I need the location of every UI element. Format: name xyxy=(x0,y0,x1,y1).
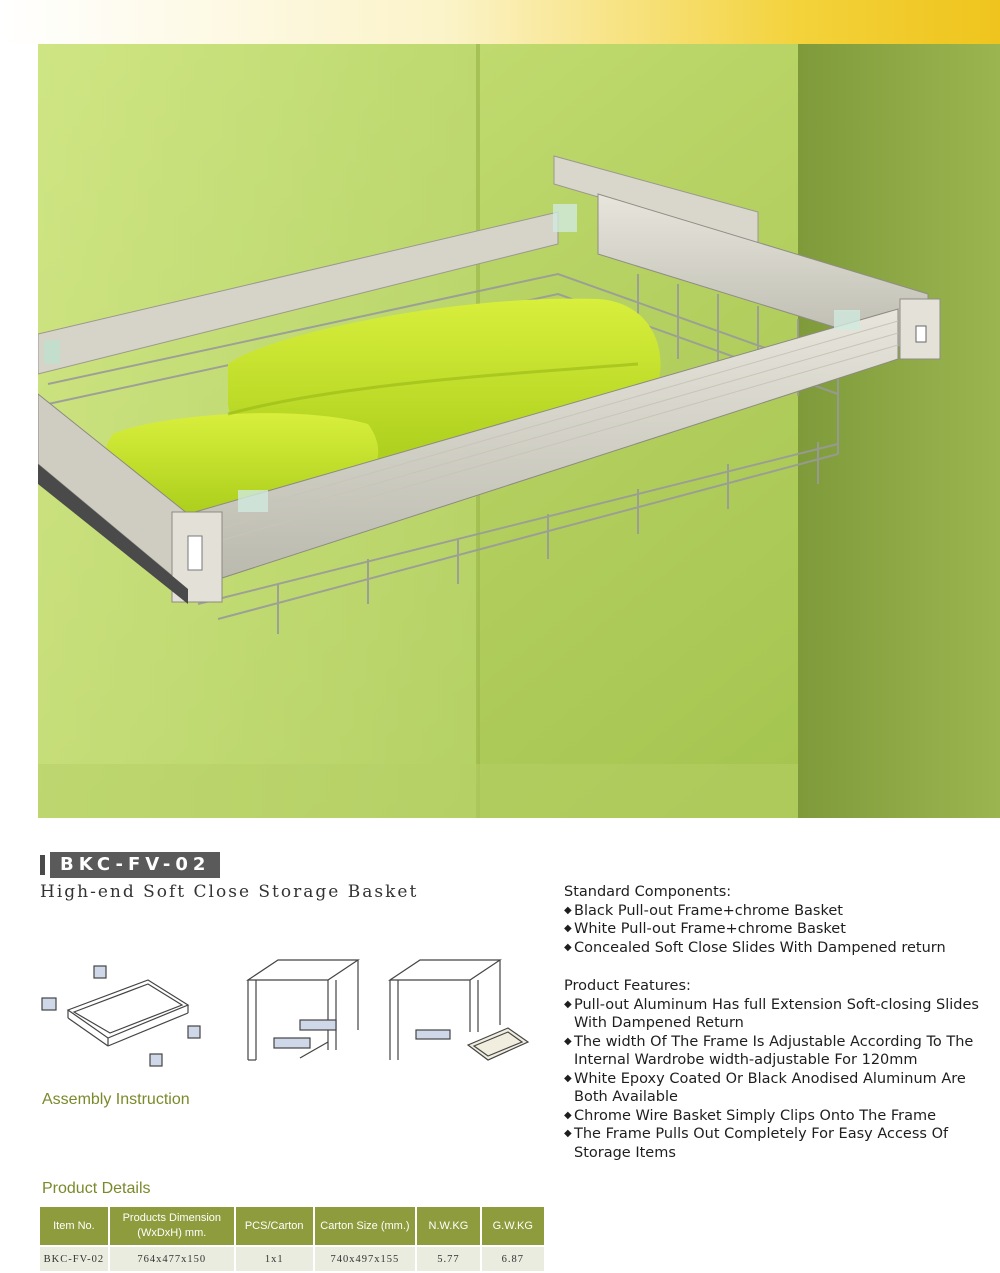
list-item: ◆ The Frame Pulls Out Completely For Easy Access Of Storage Items xyxy=(564,1126,949,1161)
bullet-icon: ◆ xyxy=(564,998,572,1010)
list-item: ◆ White Epoxy Coated Or Black Anodised Aluminum Are Both Available xyxy=(564,1070,966,1105)
list-item: ◆ White Pull-out Frame+chrome Basket xyxy=(564,921,846,937)
cabinet-slide-diagram xyxy=(248,960,358,1060)
bullet-icon: ◆ xyxy=(564,1109,572,1121)
list-item: ◆ Chrome Wire Basket Simply Clips Onto The Frame xyxy=(564,1107,937,1124)
column-header: Products Dimension (WxDxH) mm. xyxy=(110,1207,234,1245)
table-cell: 6.87 xyxy=(482,1247,544,1271)
product-code: BKC-FV-02 xyxy=(50,852,220,878)
column-header: Carton Size (mm.) xyxy=(315,1207,416,1245)
bullet-icon: ◆ xyxy=(564,1128,572,1139)
table-cell: 764x477x150 xyxy=(110,1247,234,1271)
top-banner xyxy=(0,0,1000,44)
product-features-heading: Product Features: xyxy=(564,978,691,994)
bullet-icon: ◆ xyxy=(564,923,572,934)
frame-assembly-diagram xyxy=(42,966,200,1066)
bullet-icon: ◆ xyxy=(564,904,572,916)
product-photo xyxy=(38,44,1000,818)
table-cell: 1x1 xyxy=(236,1247,313,1271)
assembly-instruction-label: Assembly Instruction xyxy=(42,1091,190,1108)
table-cell: 740x497x155 xyxy=(315,1247,416,1271)
product-photo-illustration xyxy=(38,44,1000,818)
standard-components-list xyxy=(564,902,994,958)
table-cell: 5.77 xyxy=(417,1247,479,1271)
column-header: PCS/Carton xyxy=(236,1207,313,1245)
standard-components-heading: Standard Components: xyxy=(564,884,732,900)
product-subtitle: High-end Soft Close Storage Basket xyxy=(40,882,419,902)
column-header: N.W.KG xyxy=(417,1207,479,1245)
product-features-list xyxy=(564,996,994,1163)
list-item: ◆ The width Of The Frame Is Adjustable According To The Internal Wardrobe width-adjustable For 120mm xyxy=(564,1033,974,1068)
code-marker xyxy=(40,855,45,875)
list-item: ◆ Concealed Soft Close Slides With Dampened return xyxy=(564,939,946,956)
bullet-icon: ◆ xyxy=(564,941,572,953)
bullet-icon: ◆ xyxy=(564,1072,572,1084)
specifications xyxy=(564,883,994,1162)
column-header: Item No. xyxy=(40,1207,108,1245)
list-item: ◆ Black Pull-out Frame+chrome Basket xyxy=(564,902,843,919)
cabinet-basket-diagram xyxy=(390,960,528,1060)
table-row xyxy=(40,1247,544,1271)
bullet-icon: ◆ xyxy=(564,1035,572,1047)
list-item: ◆ Pull-out Aluminum Has full Extension Soft-closing Slides With Dampened Return xyxy=(564,996,979,1031)
product-details-heading: Product Details xyxy=(42,1180,151,1197)
product-details-table xyxy=(38,1205,546,1273)
column-header: G.W.KG xyxy=(482,1207,544,1245)
table-cell: BKC-FV-02 xyxy=(40,1247,108,1271)
table-header-row xyxy=(40,1207,544,1245)
assembly-diagrams xyxy=(38,950,538,1070)
